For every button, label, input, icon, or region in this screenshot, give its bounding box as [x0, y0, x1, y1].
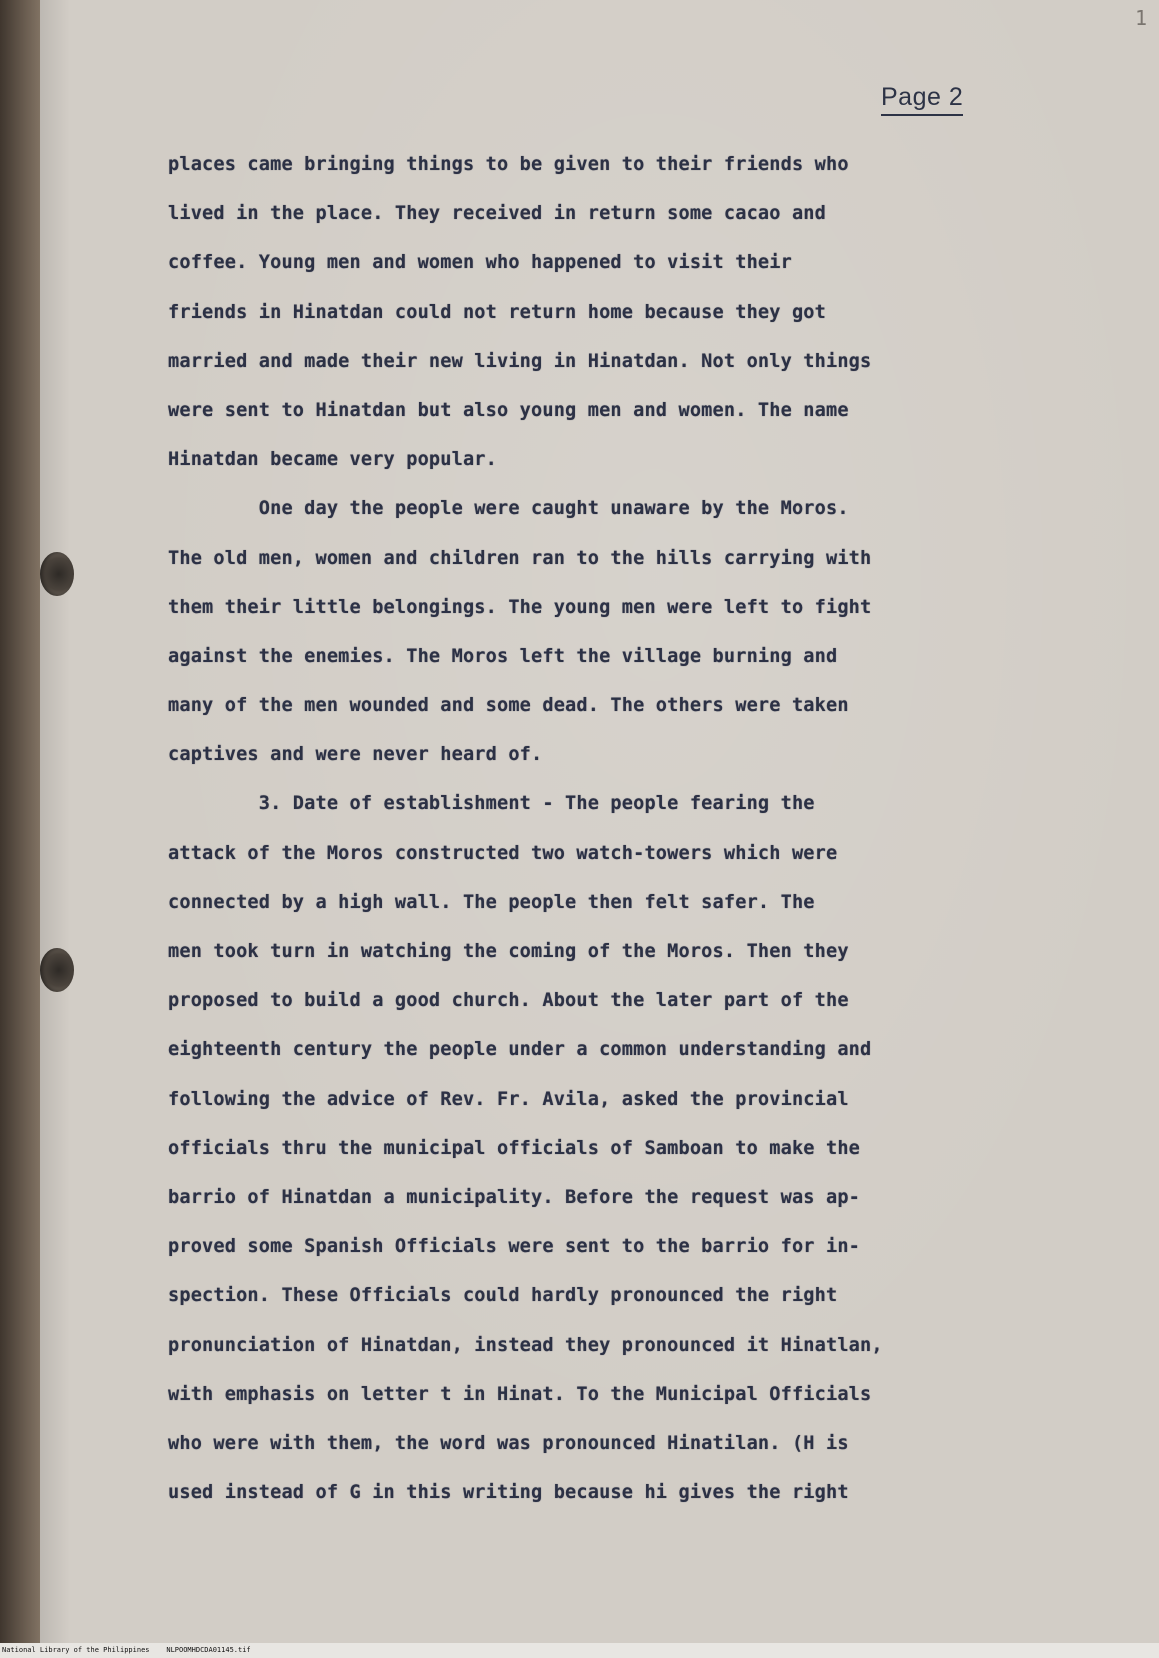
- text-line: them their little belongings. The young men were left to fight: [168, 596, 872, 618]
- text-line: captives and were never heard of.: [168, 744, 543, 766]
- text-line: were sent to Hinatdan but also young men and women. The name: [168, 399, 849, 421]
- archive-source-line: National Library of the Philippines NLPOOMHDCDA01145.tif: [2, 1646, 251, 1654]
- text-line: One day the people were caught unaware by the Moros.: [168, 498, 849, 520]
- page-number-label: Page 2: [881, 83, 963, 116]
- text-line: eighteenth century the people under a common understanding and: [168, 1039, 872, 1061]
- text-line: proposed to build a good church. About the later part of the: [168, 990, 849, 1012]
- text-line: who were with them, the word was pronounced Hinatilan. (H is: [168, 1432, 849, 1454]
- text-line: spection. These Officials could hardly pronounced the right: [168, 1285, 838, 1307]
- text-line: attack of the Moros constructed two watch-towers which were: [168, 842, 838, 864]
- punch-hole-upper: [40, 552, 74, 596]
- text-line: used instead of G in this writing because hi gives the right: [168, 1482, 849, 1504]
- text-line: lived in the place. They received in return some cacao and: [168, 203, 826, 225]
- punch-hole-lower: [40, 948, 74, 992]
- text-line: friends in Hinatdan could not return home because they got: [168, 301, 826, 323]
- text-line: officials thru the municipal officials of Samboan to make the: [168, 1137, 861, 1159]
- text-line: barrio of Hinatdan a municipality. Before the request was ap-: [168, 1186, 861, 1208]
- text-line: coffee. Young men and women who happened to visit their: [168, 252, 792, 274]
- text-line: Hinatdan became very popular.: [168, 449, 497, 471]
- text-line: against the enemies. The Moros left the village burning and: [168, 645, 838, 667]
- text-line: connected by a high wall. The people then felt safer. The: [168, 891, 815, 913]
- typed-body-text: [168, 140, 968, 1517]
- text-line: pronunciation of Hinatdan, instead they pronounced it Hinatlan,: [168, 1334, 883, 1356]
- text-line: places came bringing things to be given to their friends who: [168, 154, 849, 175]
- text-line: with emphasis on letter t in Hinat. To the Municipal Officials: [168, 1383, 872, 1405]
- text-line: proved some Spanish Officials were sent to the barrio for in-: [168, 1236, 861, 1258]
- text-line: The old men, women and children ran to the hills carrying with: [168, 547, 872, 569]
- text-line: 3. Date of establishment - The people fearing the: [168, 793, 815, 815]
- text-line: many of the men wounded and some dead. The others were taken: [168, 695, 849, 717]
- corner-mark: 1: [1134, 6, 1147, 30]
- text-line: men took turn in watching the coming of the Moros. Then they: [168, 941, 849, 962]
- text-line: married and made their new living in Hinatdan. Not only things: [168, 350, 872, 372]
- text-line: following the advice of Rev. Fr. Avila, asked the provincial: [168, 1088, 849, 1110]
